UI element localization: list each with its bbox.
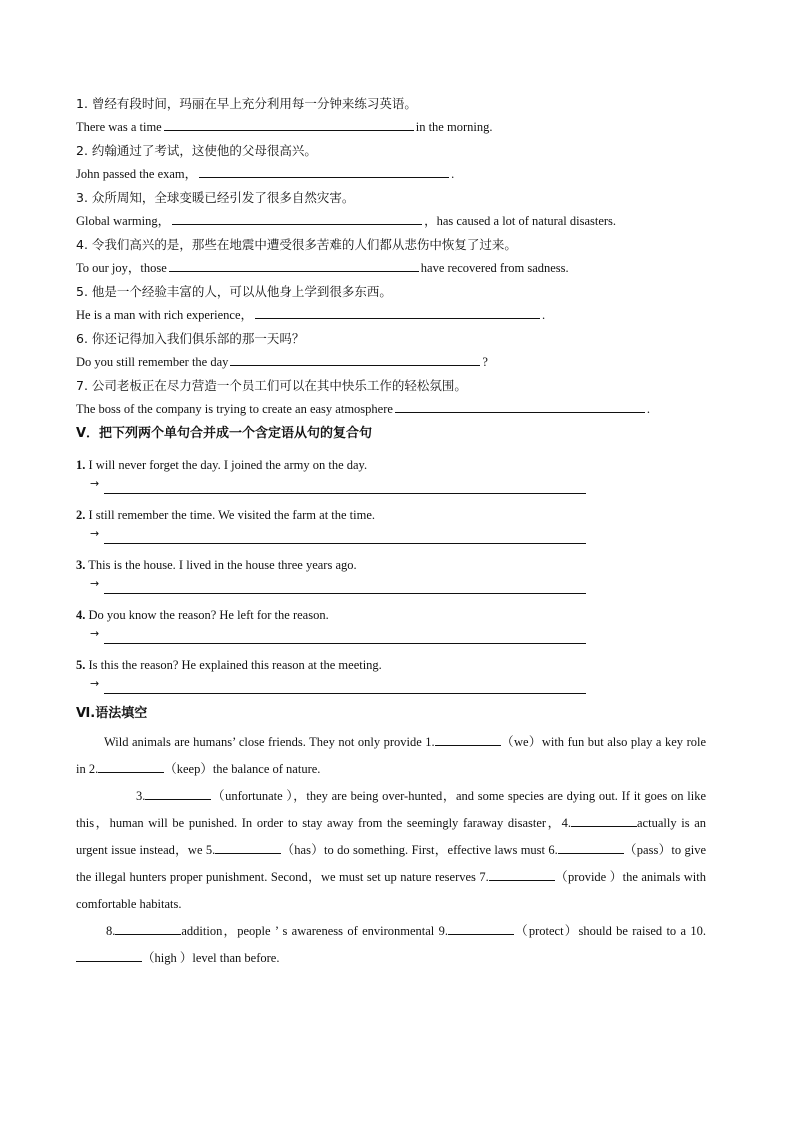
sentence-combining-section bbox=[76, 421, 706, 697]
answer-blank[interactable] bbox=[164, 117, 414, 131]
blank-8[interactable] bbox=[115, 921, 181, 935]
combine-item-2: 2. I still remember the time. We visited the farm at the time. bbox=[76, 508, 376, 522]
arrow-icon: → bbox=[90, 677, 100, 690]
item-6-english: Do you still remember the day ? bbox=[76, 351, 706, 375]
blank-3[interactable] bbox=[145, 786, 211, 800]
blank-4[interactable] bbox=[571, 813, 637, 827]
item-3-chinese: 3. 众所周知，全球变暖已经引发了很多自然灾害。 bbox=[76, 190, 355, 205]
answer-blank[interactable] bbox=[172, 211, 422, 225]
answer-blank[interactable] bbox=[199, 164, 449, 178]
combine-answer-3[interactable] bbox=[90, 575, 706, 597]
answer-blank[interactable] bbox=[169, 258, 419, 272]
answer-blank[interactable] bbox=[395, 399, 645, 413]
passage-paragraph-3: 8. addition，people ’ s awareness of environmental 9. （protect）should be raised to a 10.（high ）level than before. bbox=[76, 918, 706, 972]
passage-paragraph-2: 3. （unfortunate ），they are being over-hunted，and some species are dying out. If it goes on like this，human will be punished. In order to stay away from the seemingly faraway disaster，4. actually is an urgent issue instead，we 5. （has）to do something. First，effective laws must 6. （pass）to give the illegal hunters proper punishment. Second，we must set up nature reserves 7. （provide ）the animals with comfortable habitats. bbox=[76, 783, 706, 918]
item-5-chinese: 5. 他是一个经验丰富的人，可以从他身上学到很多东西。 bbox=[76, 284, 392, 299]
grammar-fill-section bbox=[76, 701, 706, 972]
blank-9[interactable] bbox=[448, 921, 514, 935]
section-5-heading: V．把下列两个单句合并成一个含定语从句的复合句 bbox=[76, 426, 373, 441]
combine-answer-4[interactable] bbox=[90, 625, 706, 647]
item-2-chinese: 2. 约翰通过了考试，这使他的父母很高兴。 bbox=[76, 143, 317, 158]
blank-10[interactable] bbox=[76, 948, 142, 962]
combine-item-5: 5. Is this the reason? He explained this reason at the meeting. bbox=[76, 658, 382, 672]
arrow-icon: → bbox=[90, 527, 100, 540]
blank-1[interactable] bbox=[435, 732, 501, 746]
combine-answer-1[interactable] bbox=[90, 475, 706, 497]
item-3-english: Global warming， ，has caused a lot of natural disasters. bbox=[76, 210, 706, 234]
item-7-chinese: 7. 公司老板正在尽力营造一个员工们可以在其中快乐工作的轻松氛围。 bbox=[76, 378, 467, 393]
arrow-icon: → bbox=[90, 577, 100, 590]
passage-paragraph-1: Wild animals are humans’ close friends. They not only provide 1. （we）with fun but also play a key role in 2. （keep）the balance of nature. bbox=[76, 729, 706, 783]
item-7-english: The boss of the company is trying to create an easy atmosphere . bbox=[76, 398, 706, 422]
item-6-chinese: 6. 你还记得加入我们俱乐部的那一天吗？ bbox=[76, 331, 305, 346]
item-4-english: To our joy，those have recovered from sadness. bbox=[76, 257, 706, 281]
combine-answer-2[interactable] bbox=[90, 525, 706, 547]
arrow-icon: → bbox=[90, 627, 100, 640]
combine-answer-5[interactable] bbox=[90, 675, 706, 697]
blank-2[interactable] bbox=[98, 759, 164, 773]
answer-blank[interactable] bbox=[230, 352, 480, 366]
combine-item-1: 1. I will never forget the day. I joined the army on the day. bbox=[76, 458, 368, 472]
item-1-chinese: 1. 曾经有段时间，玛丽在早上充分利用每一分钟来练习英语。 bbox=[76, 96, 417, 111]
item-2-english: John passed the exam， . bbox=[76, 163, 706, 187]
worksheet-page bbox=[76, 92, 706, 972]
blank-6[interactable] bbox=[558, 840, 624, 854]
answer-blank[interactable] bbox=[255, 305, 540, 319]
combine-item-3: 3. This is the house. I lived in the house three years ago. bbox=[76, 558, 357, 572]
grammar-passage bbox=[76, 729, 706, 972]
translation-section bbox=[76, 92, 706, 421]
item-1-english: There was a time in the morning. bbox=[76, 116, 706, 140]
arrow-icon: → bbox=[90, 477, 100, 490]
item-5-english: He is a man with rich experience， . bbox=[76, 304, 706, 328]
section-6-heading: Ⅵ.语法填空 bbox=[76, 706, 148, 721]
combine-item-4: 4. Do you know the reason? He left for the reason. bbox=[76, 608, 329, 622]
blank-5[interactable] bbox=[215, 840, 281, 854]
blank-7[interactable] bbox=[489, 867, 555, 881]
item-4-chinese: 4. 令我们高兴的是，那些在地震中遭受很多苦难的人们都从悲伤中恢复了过来。 bbox=[76, 237, 517, 252]
